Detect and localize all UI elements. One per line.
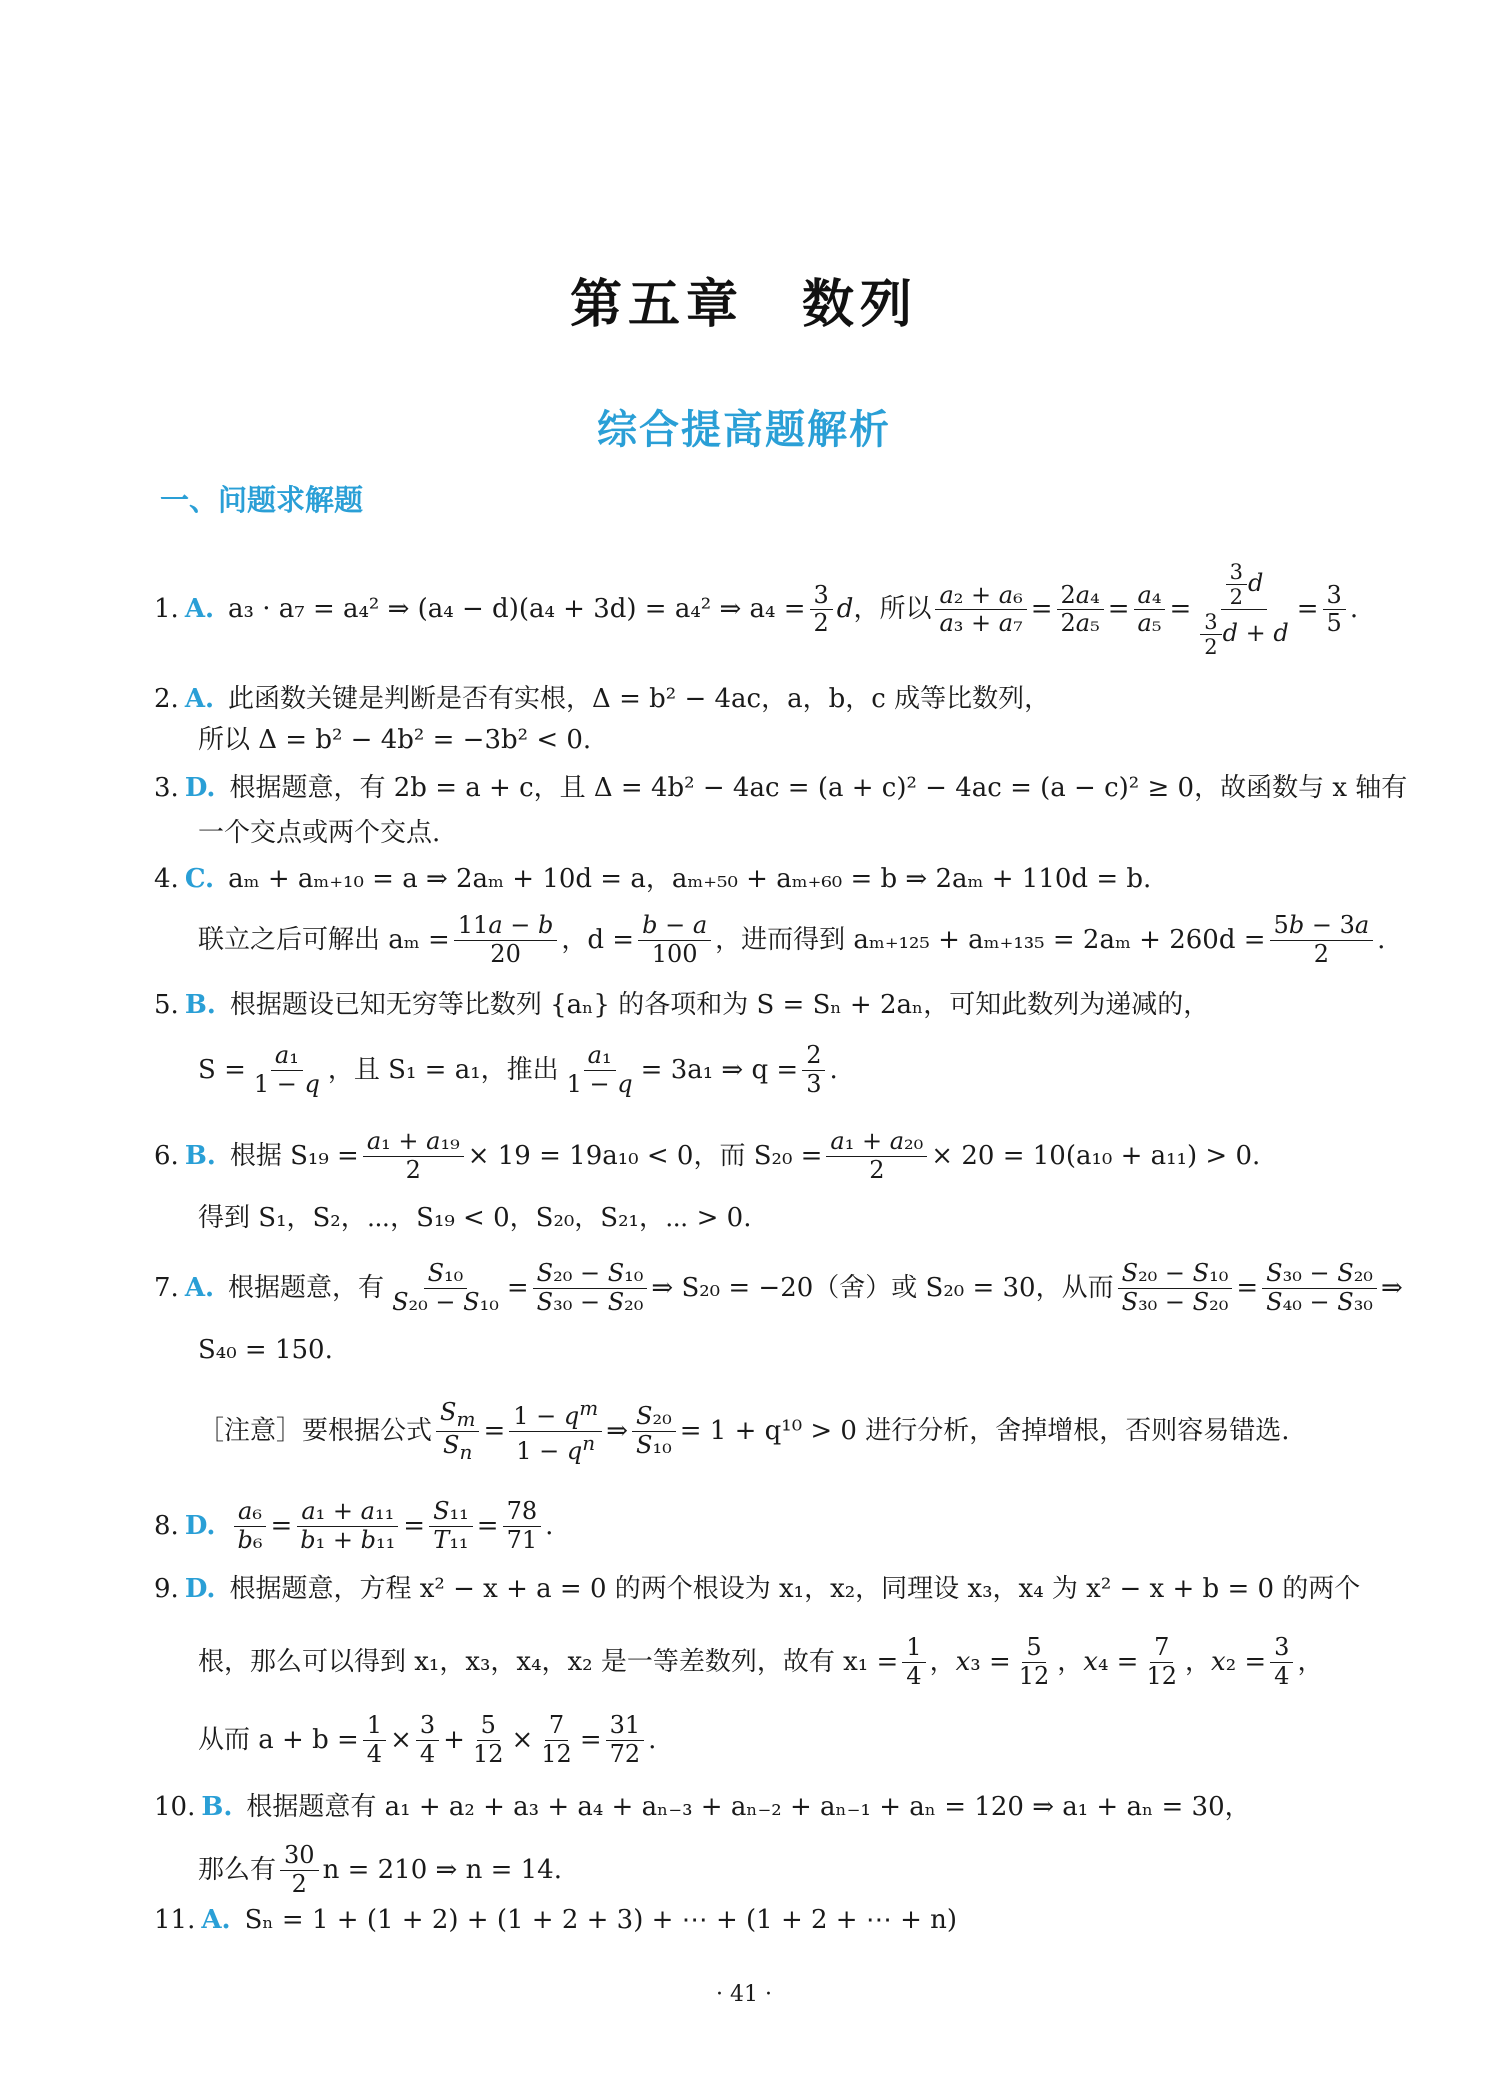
- item-10: [154, 1792, 1360, 1823]
- item-number: 7.: [154, 1272, 179, 1303]
- item-8: 8. D. $\frac{\text{a₆}}{\text{b₆}}$ = $\frac{\text{a₁ + a₁₁}}{\text{b₁ + b₁₁}}$ = $\frac{\text{S₁₁}}{\text{T₁₁}}$ = $\frac{78}{71}$ .: [154, 1497, 554, 1554]
- item-6: [154, 1128, 1360, 1184]
- item-text: ，且 S₁ = a₁，推出: [327, 1054, 559, 1085]
- section-subtitle: 综合提高题解析: [597, 407, 891, 453]
- item-4: [154, 864, 1360, 895]
- section-heading: 一、问题求解题: [160, 483, 364, 517]
- fraction: $\frac{31}{72}$: [606, 1712, 645, 1768]
- item-text: × 20 = 10(a₁₀ + a₁₁) > 0.: [931, 1140, 1261, 1171]
- item-number: 6.: [154, 1140, 179, 1171]
- answer-letter: A.: [184, 594, 215, 625]
- fraction: $\frac{3}{4}$: [1270, 1634, 1293, 1690]
- answer-letter: A.: [184, 684, 215, 714]
- item-text: ⇒ S₂₀ = −20（舍）或 S₂₀ = 30，从而: [651, 1272, 1114, 1303]
- item-11: [154, 1905, 1360, 1936]
- item-2: [154, 684, 1360, 715]
- fraction: $\frac{78}{71}$: [503, 1498, 542, 1554]
- item-text: 根，那么可以得到 x₁，x₃，x₄，x₂ 是一等差数列，故有 x₁ =: [198, 1646, 899, 1677]
- item-number: 10.: [154, 1792, 196, 1822]
- fraction: $\frac{\text{a₁}}{1 - q}$: [253, 1041, 320, 1098]
- fraction: $\frac{7}{12}$: [541, 1711, 572, 1768]
- item-3: [154, 773, 1408, 804]
- item-5-line-2: S = $\frac{\text{a₁}}{1 - q}$ ，且 S₁ = a₁，推出 $\frac{\text{a₁}}{1 - q}$ = 3a₁ ⇒ q = $\frac{2}{3}$ .: [198, 1041, 838, 1098]
- item-text: 联立之后可解出 aₘ =: [198, 924, 450, 955]
- fraction: $\frac{11a - b}{20}$: [454, 912, 558, 968]
- item-number: 9.: [154, 1574, 179, 1604]
- fraction: $\frac{b - a}{100}$: [638, 912, 711, 968]
- fraction: $\frac{5b - 3a}{2}$: [1270, 912, 1374, 968]
- item-text: 根据题意有 a₁ + a₂ + a₃ + a₄ + aₙ₋₃ + aₙ₋₂ + aₙ₋₁ + aₙ = 120 ⇒ a₁ + aₙ = 30，: [246, 1792, 1251, 1822]
- fraction: $\frac{\text{S₁₁}}{\text{T₁₁}}$: [429, 1498, 473, 1554]
- fraction: $\frac{3}{2}$: [810, 582, 833, 638]
- answer-letter: C.: [184, 864, 215, 894]
- item-text: S =: [198, 1054, 246, 1085]
- item-7-note: ［注意］要根据公式 $\frac{S_m}{S_n}$ = $\frac{1 - q^m}{1 - q^n}$ ⇒ $\frac{\text{S₂₀}}{\text{S₁₀}}$ = 1 + q¹⁰ > 0 进行分析，舍掉增根，否则容易错选.: [198, 1396, 1290, 1465]
- fraction: $\frac{\text{a₁}}{1 - q}$: [566, 1041, 633, 1098]
- item-2-line-2: [198, 725, 1360, 756]
- item-text: 此函数关键是判断是否有实根，Δ = b² − 4ac，a，b，c 成等比数列，: [228, 684, 1051, 714]
- fraction: $\frac{1}{4}$: [902, 1634, 925, 1690]
- item-text: a₃ · a₇ = a₄² ⇒ (a₄ − d)(a₄ + 3d) = a₄² ⇒ a₄ =: [228, 594, 806, 625]
- item-7: 7. A. 根据题意，有 $\frac{\text{S₁₀}}{\text{S₂₀ − S₁₀}}$ = $\frac{\text{S₂₀ − S₁₀}}{\text{S₃₀ − S₂₀}}$ ⇒ S₂₀ = −20（舍）或 S₂₀ = 30，从而 $\frac{\text{S₂₀ − S₁₀}}{\text{S₃₀ − S₂₀}}$ = $\frac{\text{S₃₀ − S₂₀}}{\text{S₄₀ − S₃₀}}$ ⇒: [154, 1259, 1403, 1316]
- fraction: $\frac{\text{S₂₀}}{\text{S₁₀}}$: [632, 1403, 676, 1459]
- answer-letter: D.: [184, 773, 216, 803]
- fraction: $\frac{\text{S₁₀}}{\text{S₂₀ − S₁₀}}$: [392, 1259, 499, 1316]
- answer-letter: D.: [184, 1510, 216, 1541]
- fraction: $\frac{1 - q^m}{1 - q^n}$: [509, 1397, 602, 1465]
- answer-letter: B.: [201, 1792, 233, 1822]
- item-text: 得到 S₁，S₂，⋯，S₁₉ < 0，S₂₀，S₂₁，⋯ > 0.: [198, 1203, 752, 1233]
- fraction: $\frac{\text{a₂ + a₆}}{\text{a₃ + a₇}}$: [935, 582, 1026, 638]
- chapter-title: 第五章 数列: [569, 275, 918, 335]
- item-text: 根据题意，有 2b = a + c，且 Δ = 4b² − 4ac = (a + c)² − 4ac = (a − c)² ≥ 0，故函数与 x 轴有: [229, 773, 1408, 803]
- item-text: ，所以: [853, 594, 932, 625]
- item-number: 3.: [154, 773, 179, 803]
- item-text: ，d =: [561, 924, 635, 955]
- fraction: $\frac{\text{2a₄}}{\text{2a₅}}$: [1057, 582, 1104, 638]
- item-text: 根据题意，有: [228, 1272, 385, 1303]
- fraction: $\frac{\text{a₁ + a₁₁}}{\text{b₁ + b₁₁}}$: [296, 1498, 399, 1554]
- item-text: Sₙ = 1 + (1 + 2) + (1 + 2 + 3) + ⋯ + (1 + 2 + ⋯ + n): [244, 1905, 958, 1935]
- item-text: 一个交点或两个交点.: [198, 818, 441, 848]
- item-text: × 19 = 19a₁₀ < 0，而 S₂₀ =: [467, 1140, 823, 1171]
- fraction: $\frac{\text{a₄}}{\text{a₅}}$: [1134, 582, 1166, 638]
- fraction: $\frac{S_m}{S_n}$: [436, 1399, 479, 1464]
- item-6-line-2: [198, 1203, 1360, 1234]
- item-1: 1. A. a₃ · a₇ = a₄² ⇒ (a₄ − d)(a₄ + 3d) = a₄² ⇒ a₄ = $\frac{3}{2}$ d ，所以 $\frac{\text{a₂ + a₆}}{\text{a₃ + a₇}}$ = $\frac{\text{2a₄}}{\text{2a₅}}$ = $\frac{\text{a₄}}{\text{a₅}}$ = $\frac{3}{2}$ d $\frac{3}{2}$ d + d = $\frac{3}{5}$ .: [154, 560, 1359, 660]
- item-text: S₄₀ = 150.: [198, 1335, 333, 1365]
- fraction: $\frac{1}{4}$: [363, 1712, 386, 1768]
- item-number: 11.: [154, 1905, 196, 1935]
- item-text: 根据题意，方程 x² − x + a = 0 的两个根设为 x₁，x₂，同理设 x₃，x₄ 为 x² − x + b = 0 的两个: [229, 1574, 1361, 1604]
- fraction: $\frac{\text{a₆}}{\text{b₆}}$: [233, 1498, 266, 1554]
- fraction: $\frac{30}{2}$: [280, 1842, 319, 1898]
- fraction: $\frac{3}{2}$ d $\frac{3}{2}$ d + d: [1195, 560, 1293, 660]
- item-text: 那么有: [198, 1854, 277, 1885]
- item-text: aₘ + aₘ₊₁₀ = a ⇒ 2aₘ + 10d = a，aₘ₊₅₀ + aₘ₊₆₀ = b ⇒ 2aₘ + 110d = b.: [228, 864, 1152, 894]
- fraction: $\frac{\text{S₂₀ − S₁₀}}{\text{S₃₀ − S₂₀}}$: [533, 1260, 648, 1316]
- item-3-line-2: [198, 818, 1360, 849]
- fraction: $\frac{\text{S₂₀ − S₁₀}}{\text{S₃₀ − S₂₀}}$: [1118, 1260, 1233, 1316]
- item-number: 4.: [154, 864, 179, 894]
- item-5: [154, 990, 1360, 1021]
- item-text: 根据题设已知无穷等比数列 {aₙ} 的各项和为 S = Sₙ + 2aₙ，可知此数列为递减的，: [229, 990, 1210, 1020]
- item-text: 所以 Δ = b² − 4b² = −3b² < 0.: [198, 725, 592, 755]
- item-number: 2.: [154, 684, 179, 714]
- item-4-line-2: 联立之后可解出 aₘ = $\frac{11a - b}{20}$ ，d = $\frac{b - a}{100}$ ，进而得到 aₘ₊₁₂₅ + aₘ₊₁₃₅ = 2aₘ + 260d = $\frac{5b - 3a}{2}$ .: [198, 911, 1386, 968]
- fraction: $\frac{\text{a₁ + a₁₉}}{2}$: [363, 1128, 464, 1184]
- answer-letter: B.: [184, 1140, 216, 1171]
- item-9: [154, 1574, 1360, 1605]
- item-number: 8.: [154, 1510, 179, 1541]
- answer-letter: A.: [201, 1905, 231, 1935]
- page-number: · 41 ·: [716, 1982, 772, 2007]
- answer-letter: D.: [184, 1574, 216, 1604]
- fraction: $\frac{2}{3}$: [802, 1042, 825, 1098]
- item-text: = 3a₁ ⇒ q =: [640, 1054, 799, 1085]
- fraction: $\frac{5}{12}$: [472, 1711, 504, 1768]
- fraction: $\frac{\text{a₁ + a₂₀}}{2}$: [826, 1128, 927, 1184]
- item-text: = 1 + q¹⁰ > 0 进行分析，舍掉增根，否则容易错选.: [679, 1415, 1290, 1446]
- item-10-line-2: [198, 1842, 1360, 1898]
- item-text: ，进而得到 aₘ₊₁₂₅ + aₘ₊₁₃₅ = 2aₘ + 260d =: [715, 924, 1266, 955]
- item-7-line-2: [198, 1335, 1360, 1366]
- item-text: n = 210 ⇒ n = 14.: [322, 1854, 562, 1885]
- fraction: $\frac{5}{12}$: [1018, 1633, 1050, 1690]
- fraction: $\frac{7}{12}$: [1146, 1633, 1177, 1690]
- item-text: 从而 a + b =: [198, 1724, 359, 1755]
- item-text: 根据 S₁₉ =: [229, 1140, 359, 1171]
- item-text: ［注意］要根据公式: [198, 1415, 433, 1446]
- fraction: $\frac{3}{4}$: [416, 1712, 439, 1768]
- answer-letter: B.: [184, 990, 216, 1020]
- item-number: 5.: [154, 990, 179, 1020]
- item-9-line-2: 根，那么可以得到 x₁，x₃，x₄，x₂ 是一等差数列，故有 x₁ = $\frac{1}{4}$ ， x ₃ = $\frac{5}{12}$ ， x ₄ = $\frac{7}{12}$ ， x ₂ = $\frac{3}{4}$ ，: [198, 1633, 1324, 1690]
- fraction: $\frac{3}{5}$: [1323, 582, 1346, 638]
- item-number: 1.: [154, 594, 179, 625]
- item-9-line-3: 从而 a + b = $\frac{1}{4}$ × $\frac{3}{4}$ + $\frac{5}{12}$ × $\frac{7}{12}$ = $\frac{31}{72}$ .: [198, 1711, 657, 1768]
- fraction: $\frac{\text{S₃₀ − S₂₀}}{\text{S₄₀ − S₃₀}}$: [1262, 1260, 1377, 1316]
- answer-letter: A.: [184, 1272, 215, 1303]
